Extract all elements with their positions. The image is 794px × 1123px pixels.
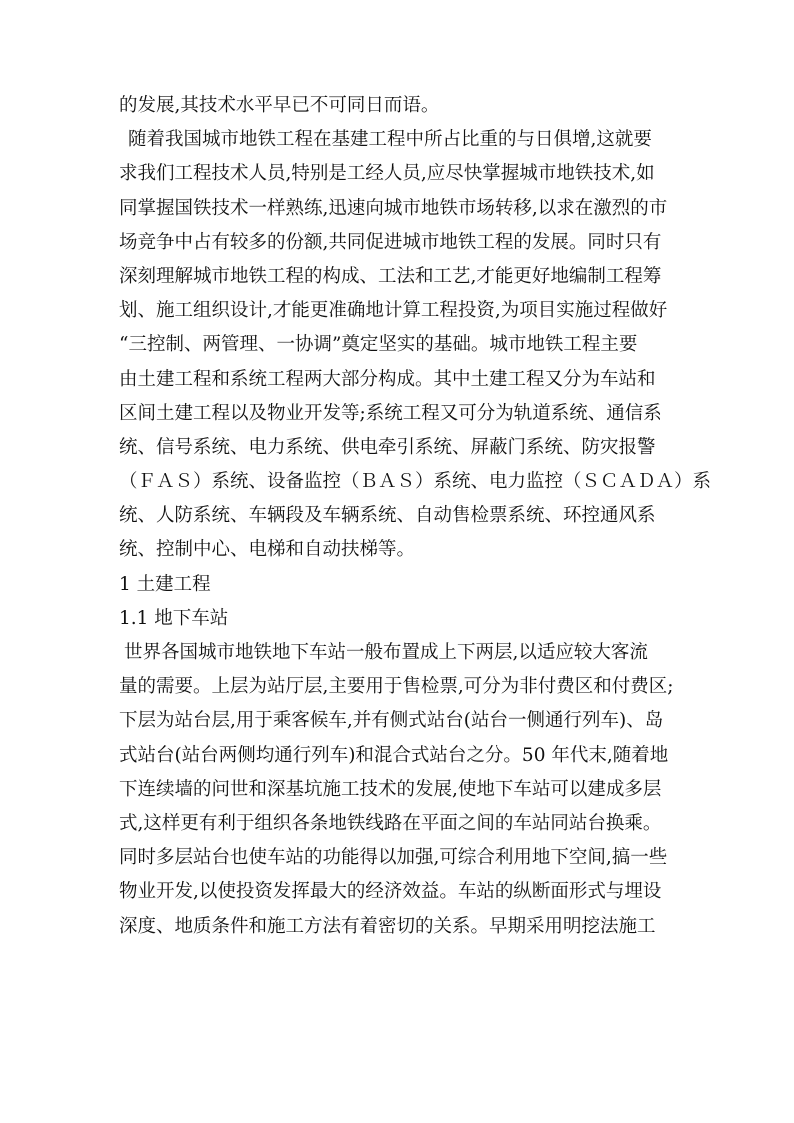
text-line: 深度、地质条件和施工方法有着密切的关系。早期采用明挖法施工 [119,915,656,937]
text-line: 场竞争中占有较多的份额,共同促进城市地铁工程的发展。同时只有 [119,231,662,253]
text-line: 同掌握国铁技术一样熟练,迅速向城市地铁市场转移,以求在激烈的市 [119,197,668,219]
paragraph-underground-station [119,636,679,944]
text-line: 深刻理解城市地铁工程的构成、工法和工艺,才能更好地编制工程筹 [119,265,662,287]
text-line: 物业开发,以使投资发挥最大的经济效益。车站的纵断面形式与埋设 [119,881,662,903]
text-line: 区间土建工程以及物业开发等;系统工程又可分为轨道系统、通信系 [119,402,662,424]
text-line: 划、施工组织设计,才能更准确地计算工程投资,为项目实施过程做好 [119,300,668,322]
text-line: 求我们工程技术人员,特别是工经人员,应尽快掌握城市地铁技术,如 [119,163,655,185]
document-body [119,89,712,944]
text-line: 世界各国城市地铁地下车站一般布置成上下两层,以适应较大客流 [124,642,648,663]
text-line: 量的需要。上层为站厅层,主要用于售检票,可分为非付费区和付费区; [119,676,674,698]
text-line: 随着我国城市地铁工程在基建工程中所占比重的与日俱增,这就要 [128,129,652,151]
text-line: 式,这样更有利于组织各条地铁线路在平面之间的车站同站台换乘。 [119,812,662,834]
text-line: 统、人防系统、车辆段及车辆系统、自动售检票系统、环控通风系 [119,505,656,527]
text-line: 下层为站台层,用于乘客候车,并有侧式站台(站台一侧通行列车)、岛 [119,710,664,732]
text-line: 式站台(站台两侧均通行列车)和混合式站台之分。50 年代末,随着地 [119,744,669,766]
paragraph-continuation [119,89,679,123]
text-line: 下连续墙的问世和深基坑施工技术的发展,使地下车站可以建成多层 [119,778,662,800]
paragraph-intro [119,123,712,567]
text-line: 的发展,其技术水平早已不可同日而语。 [119,95,440,116]
text-line: 统、控制中心、电梯和自动扶梯等。 [119,539,416,561]
text-line: “三控制、两管理、一协调”奠定坚实的基础。城市地铁工程主要 [119,334,638,356]
text-line: 由土建工程和系统工程两大部分构成。其中土建工程又分为车站和 [119,368,656,390]
section-heading: 1 土建工程 [119,573,211,595]
text-line: 统、信号系统、电力系统、供电牵引系统、屏蔽门系统、防灾报警 [119,436,656,458]
text-line: （ＦＡＳ）系统、设备监控（ＢＡＳ）系统、电力监控（ＳＣＡＤＡ）系 [119,471,712,493]
subsection-heading: 1.1 地下车站 [119,607,229,629]
text-line: 同时多层站台也使车站的功能得以加强,可综合利用地下空间,搞一些 [119,847,668,869]
